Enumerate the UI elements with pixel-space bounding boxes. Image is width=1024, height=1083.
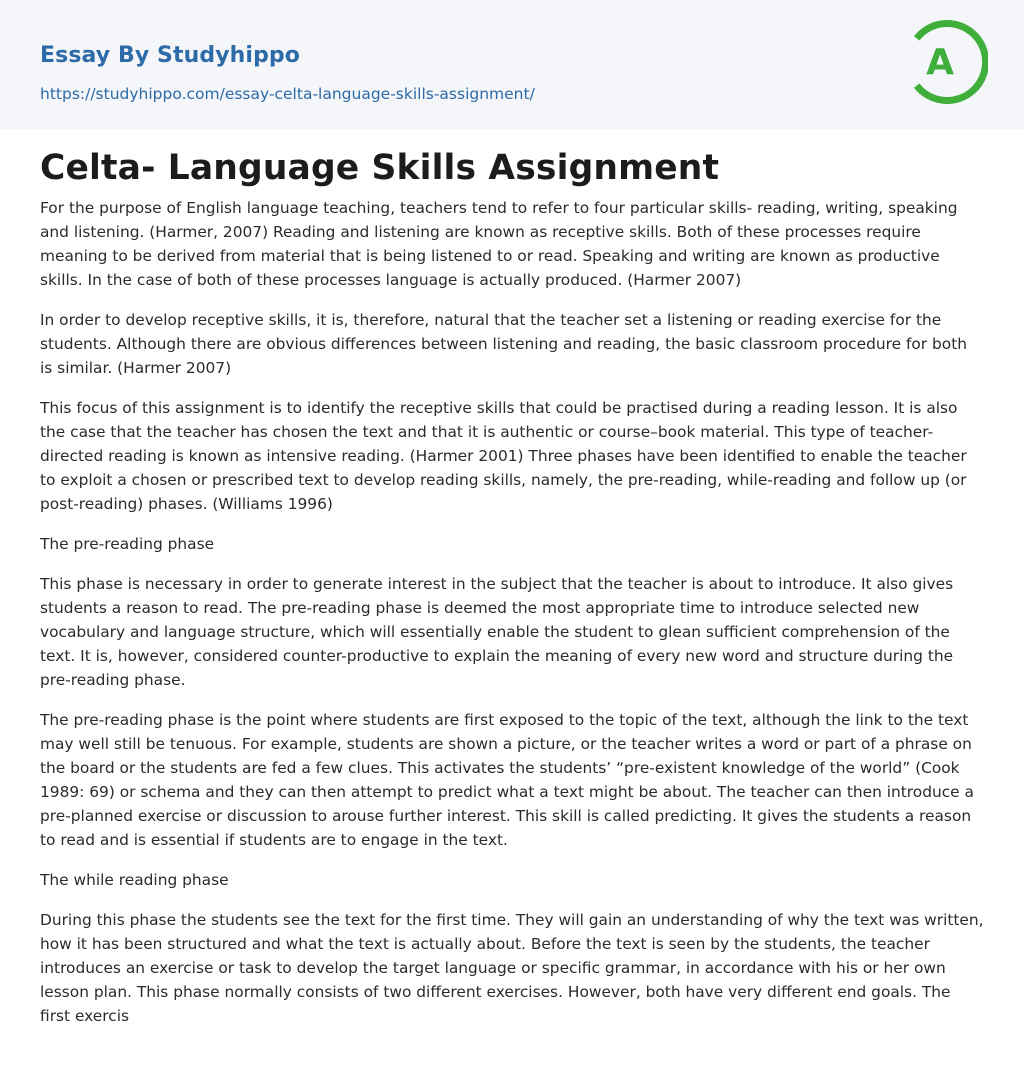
- site-header: [0, 0, 1024, 129]
- section-heading-pre-reading: The pre-reading phase: [40, 535, 215, 553]
- paragraph: The pre-reading phase is the point where students are first exposed to the topic of the text, although the link to the text may well still be tenuous. For example, students are shown a picture, or the teacher writes a word or part of a phrase on the board or the students are fed a few clues. This activates the students’ “pre-existent knowledge of the world” (Cook 1989: 69) or schema and they can then attempt to predict what a text might be about. The teacher can then introduce a pre-planned exercise or discussion to arouse further interest. This skill is called predicting. It gives the students a reason to read and is essential if students are to engage in the text.: [40, 711, 974, 849]
- essay-url-link[interactable]: https://studyhippo.com/essay-celta-language-skills-assignment/: [40, 85, 535, 103]
- paragraph: During this phase the students see the text for the first time. They will gain an understanding of why the text was written, how it has been structured and what the text is actually about. Before the text is seen by the students, the teacher introduces an exercise or task to develop the target language or specific grammar, in accordance with his or her own lesson plan. This phase normally consists of two different exercises. However, both have very different end goals. The first exercis: [40, 911, 984, 1025]
- studyhippo-logo[interactable]: [912, 18, 988, 106]
- logo-a-icon: [912, 18, 988, 106]
- document-title: Celta- Language Skills Assignment: [40, 148, 720, 188]
- logo-letter: A: [926, 42, 954, 83]
- site-title[interactable]: Essay By Studyhippo: [40, 43, 300, 68]
- section-heading-while-reading: The while reading phase: [40, 871, 229, 889]
- paragraph: For the purpose of English language teaching, teachers tend to refer to four particular skills- reading, writing, speaking and listening. (Harmer, 2007) Reading and listening are known as receptive skills. Both of these processes require meaning to be derived from material that is being listened to or read. Speaking and writing are known as productive skills. In the case of both of these processes language is actually produced. (Harmer 2007): [40, 199, 958, 289]
- paragraph: This phase is necessary in order to generate interest in the subject that the teacher is about to introduce. It also gives students a reason to read. The pre-reading phase is deemed the most appropriate time to introduce selected new vocabulary and language structure, which will essentially enable the student to glean sufficient comprehension of the text. It is, however, considered counter-productive to explain the meaning of every new word and structure during the pre-reading phase.: [40, 575, 954, 689]
- paragraph: In order to develop receptive skills, it is, therefore, natural that the teacher set a listening or reading exercise for the students. Although there are obvious differences between listening and reading, the basic classroom procedure for both is similar. (Harmer 2007): [40, 311, 968, 377]
- essay-content: [40, 140, 984, 1044]
- paragraph: This focus of this assignment is to identify the receptive skills that could be practised during a reading lesson. It is also the case that the teacher has chosen the text and that it is authentic or course–book material. This type of teacher-directed reading is known as intensive reading. (Harmer 2001) Three phases have been identified to enable the teacher to exploit a chosen or prescribed text to develop reading skills, namely, the pre-reading, while-reading and follow up (or post-reading) phases. (Williams 1996): [40, 399, 967, 513]
